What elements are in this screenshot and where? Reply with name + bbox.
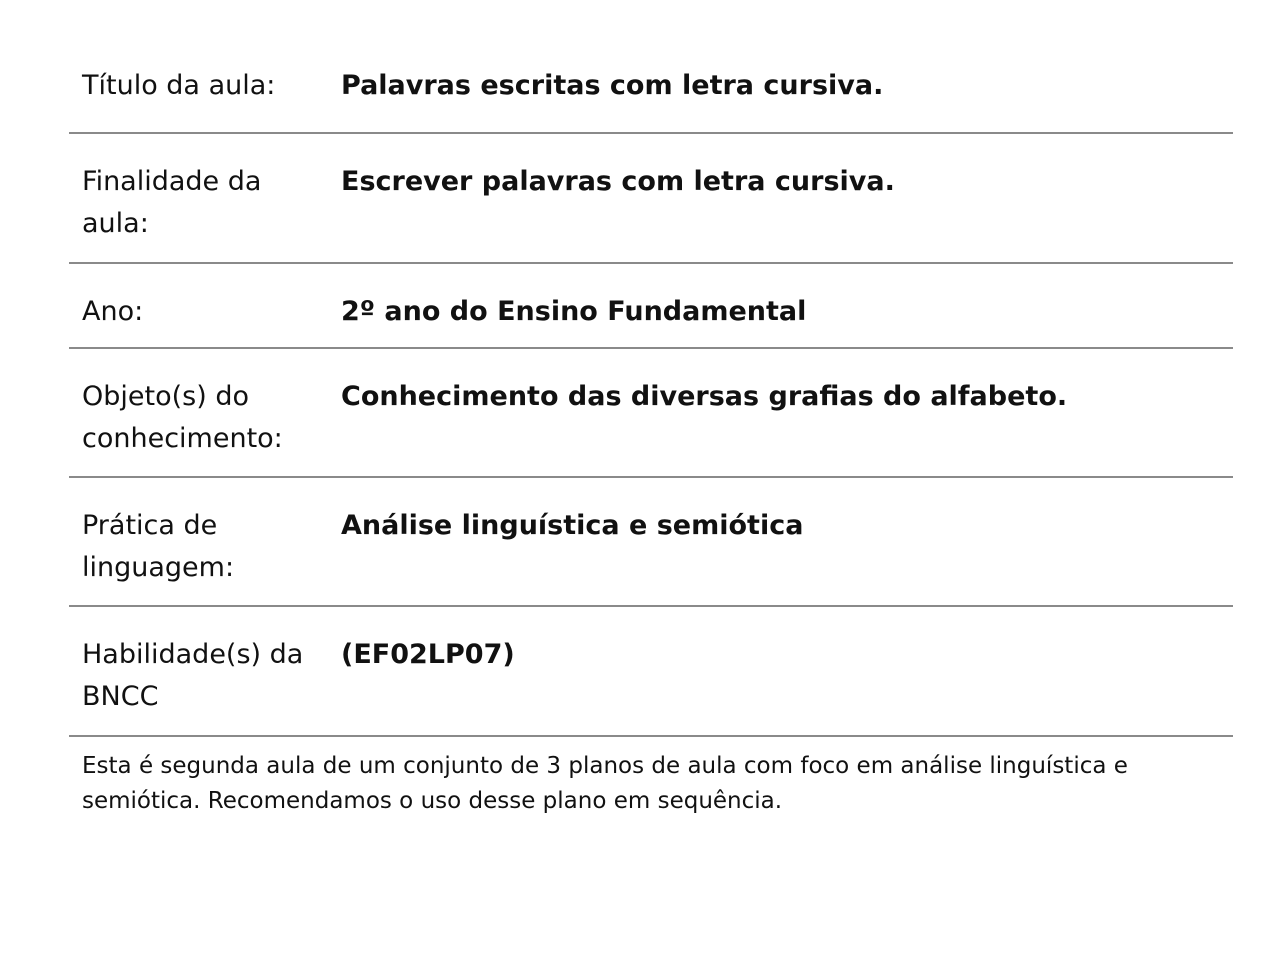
row-label: Finalidade da aula: — [82, 166, 262, 239]
row-value: 2º ano do Ensino Fundamental — [341, 296, 807, 327]
row-habilidade — [69, 607, 1233, 737]
row-objeto — [69, 349, 1233, 478]
row-ano — [69, 264, 1233, 349]
row-label: Habilidade(s) da BNCC — [82, 639, 304, 712]
row-label: Prática de linguagem: — [82, 510, 235, 583]
row-label: Ano: — [82, 296, 144, 327]
lesson-plan-table — [69, 38, 1233, 819]
row-value: Conhecimento das diversas grafias do alfabeto. — [341, 381, 1068, 412]
row-pratica — [69, 478, 1233, 607]
sequence-note: Esta é segunda aula de um conjunto de 3 planos de aula com foco em análise linguística e semiótica. Recomendamos o uso desse plano em sequência. — [82, 753, 1128, 814]
row-finalidade — [69, 134, 1233, 264]
row-value: (EF02LP07) — [341, 639, 515, 670]
row-titulo — [69, 38, 1233, 134]
row-label: Objeto(s) do conhecimento: — [82, 381, 283, 454]
row-label: Título da aula: — [82, 70, 276, 101]
row-value: Análise linguística e semiótica — [341, 510, 804, 541]
row-value: Escrever palavras com letra cursiva. — [341, 166, 895, 197]
row-value: Palavras escritas com letra cursiva. — [341, 70, 884, 101]
